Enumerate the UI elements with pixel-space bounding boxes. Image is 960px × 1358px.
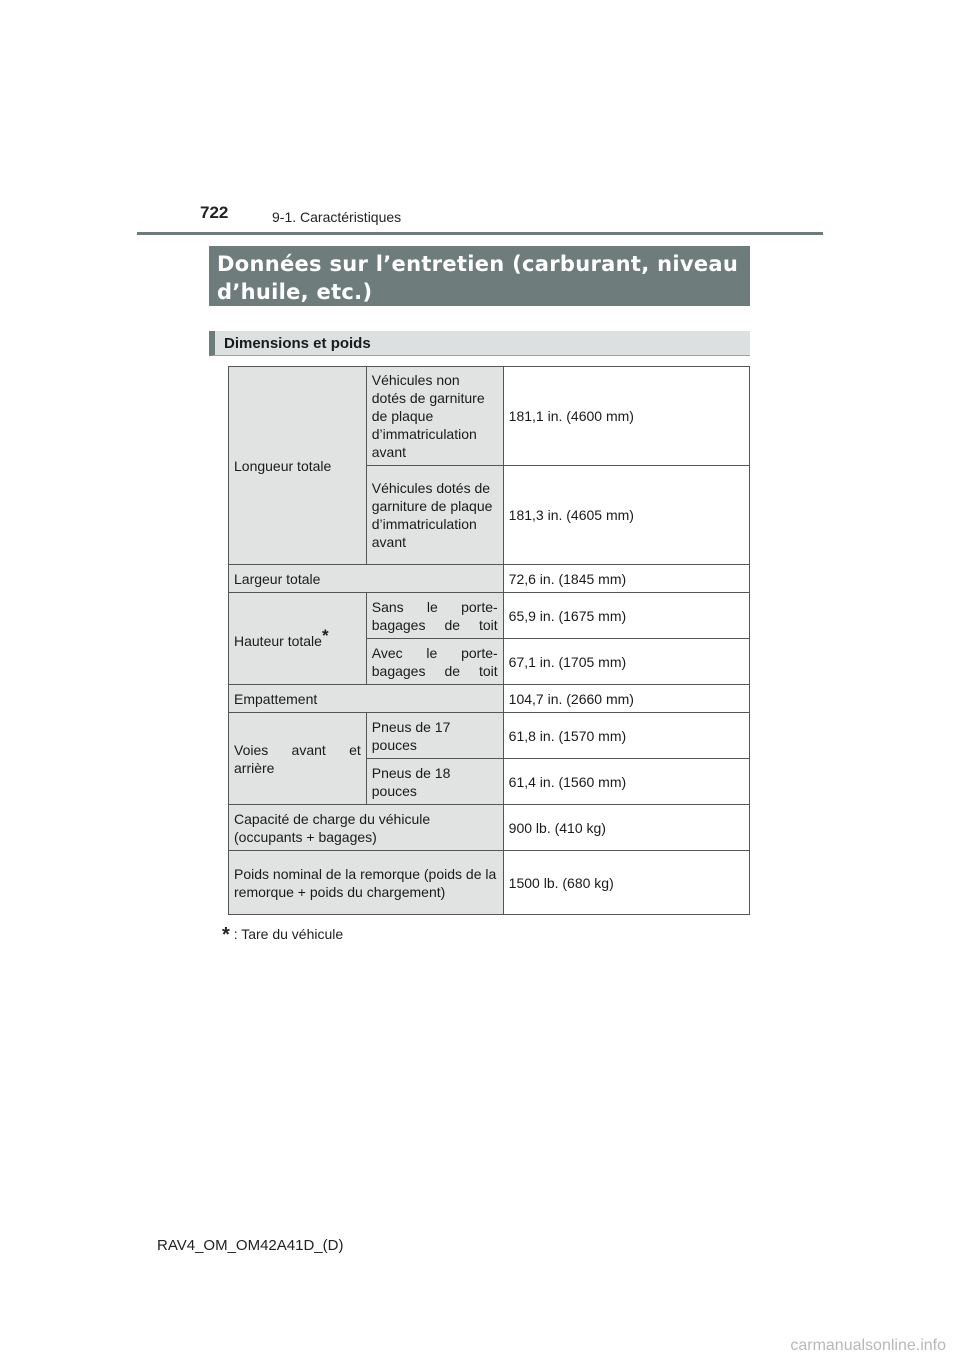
footnote-marker: * bbox=[321, 626, 329, 645]
tread-value-2: 61,4 in. (1560 mm) bbox=[503, 759, 749, 805]
length-sub-1: Véhicules non dotés de garniture de plaque d’immatriculation avant bbox=[366, 367, 503, 466]
length-value-1: 181,1 in. (4600 mm) bbox=[503, 367, 749, 466]
footnote bbox=[222, 922, 343, 945]
length-label: Longueur totale bbox=[229, 367, 367, 565]
height-value-2: 67,1 in. (1705 mm) bbox=[503, 639, 749, 685]
height-sub-2: Avec le porte-bagages de toit bbox=[366, 639, 503, 685]
tread-sub-1: Pneus de 17 pouces bbox=[366, 713, 503, 759]
page-title: Données sur l’entretien (carburant, niveau d’huile, etc.) bbox=[209, 246, 750, 306]
height-value-1: 65,9 in. (1675 mm) bbox=[503, 593, 749, 639]
footnote-text: : Tare du véhicule bbox=[233, 926, 344, 942]
table-row bbox=[229, 565, 750, 593]
tongue-label: Poids nominal de la remorque (poids de la remorque + poids du chargement) bbox=[229, 851, 504, 915]
table-row bbox=[229, 593, 750, 639]
capacity-label: Capacité de charge du véhicule (occupants + bagages) bbox=[229, 805, 504, 851]
watermark: carmanualsonline.info bbox=[790, 1337, 946, 1354]
table-row bbox=[229, 713, 750, 759]
dimensions-table bbox=[228, 366, 750, 915]
width-label: Largeur totale bbox=[229, 565, 504, 593]
wheelbase-label: Empattement bbox=[229, 685, 504, 713]
table-row bbox=[229, 851, 750, 915]
height-label: Hauteur totale bbox=[234, 633, 322, 649]
document-code: RAV4_OM_OM42A41D_(D) bbox=[157, 1237, 344, 1254]
length-sub-2: Véhicules dotés de garniture de plaque d’immatriculation avant bbox=[366, 466, 503, 565]
width-value: 72,6 in. (1845 mm) bbox=[503, 565, 749, 593]
length-value-2: 181,3 in. (4605 mm) bbox=[503, 466, 749, 565]
tread-sub-2: Pneus de 18 pouces bbox=[366, 759, 503, 805]
tread-value-1: 61,8 in. (1570 mm) bbox=[503, 713, 749, 759]
section-label: 9-1. Caractéristiques bbox=[272, 209, 402, 225]
header-rule bbox=[137, 232, 823, 235]
table-row bbox=[229, 367, 750, 466]
page-number: 722 bbox=[200, 203, 229, 222]
tread-label: Voies avant et arrière bbox=[229, 713, 367, 805]
wheelbase-value: 104,7 in. (2660 mm) bbox=[503, 685, 749, 713]
height-sub-1: Sans le porte-bagages de toit bbox=[366, 593, 503, 639]
footnote-star: * bbox=[222, 924, 230, 946]
height-label-cell bbox=[229, 593, 367, 685]
tongue-value: 1500 lb. (680 kg) bbox=[503, 851, 749, 915]
table-row bbox=[229, 805, 750, 851]
capacity-value: 900 lb. (410 kg) bbox=[503, 805, 749, 851]
section-subheading: Dimensions et poids bbox=[209, 331, 750, 356]
table-row bbox=[229, 685, 750, 713]
